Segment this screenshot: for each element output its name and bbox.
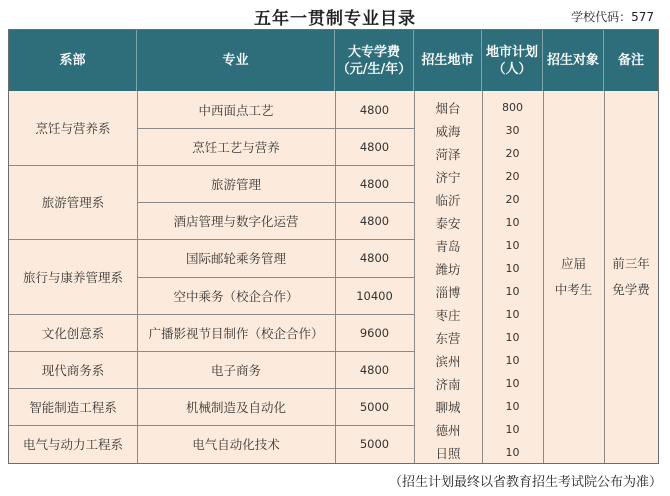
city-label: 烟台 (435, 101, 461, 116)
plan-value: 20 (505, 147, 520, 160)
table-header (9, 30, 658, 91)
city-label: 潍坊 (435, 262, 461, 277)
city-label: 威海 (435, 124, 461, 139)
footnote: （招生计划最终以省教育招生考试院公布为准） (388, 475, 662, 490)
major-cell: 广播影视节目制作（校企合作） (148, 325, 324, 341)
city-label: 聊城 (435, 400, 461, 415)
fee-cell: 5000 (359, 437, 390, 451)
fee-cell: 4800 (359, 176, 390, 191)
fee-cell: 4800 (359, 102, 390, 117)
city-label: 滨州 (435, 354, 461, 369)
header-region: 招生地市 (414, 30, 482, 91)
plan-value: 800 (502, 101, 523, 114)
fee-cell: 4800 (359, 213, 390, 228)
plan-value: 10 (505, 446, 520, 459)
dept-cell: 旅游管理系 (41, 195, 105, 210)
fee-cell: 4800 (359, 139, 390, 154)
city-label: 青岛 (435, 239, 461, 254)
city-label: 临沂 (435, 193, 461, 208)
target-cell: 应届 中考生 (554, 256, 593, 297)
plan-value: 10 (505, 262, 520, 275)
plan-value: 10 (505, 331, 520, 344)
plan-value: 10 (505, 377, 520, 390)
fee-cell: 10400 (356, 288, 393, 303)
major-cell: 旅游管理 (210, 176, 261, 192)
major-cell: 烹饪工艺与营养 (192, 139, 280, 155)
major-cell: 空中乘务（校企合作） (173, 288, 299, 304)
plan-value: 10 (505, 354, 520, 367)
dept-cell: 烹饪与营养系 (35, 121, 111, 136)
plan-value: 20 (505, 170, 520, 183)
dept-cell: 智能制造工程系 (29, 399, 117, 415)
major-cell: 电子商务 (210, 362, 261, 378)
city-label: 菏泽 (435, 147, 461, 162)
header-remark: 备注 (617, 53, 644, 68)
fee-cell: 4800 (359, 251, 390, 265)
major-cell: 机械制造及自动化 (185, 399, 286, 415)
city-label: 东营 (435, 331, 461, 346)
fee-cell: 9600 (359, 325, 390, 340)
page-title: 五年一贯制专业目录 (254, 9, 416, 29)
plan-value: 20 (505, 193, 520, 206)
header-target: 招生对象 (543, 30, 604, 91)
dept-cell: 电气与动力工程系 (22, 437, 123, 452)
major-cell: 酒店管理与数字化运营 (173, 213, 299, 229)
remark-cell: 前三年 免学费 (612, 256, 650, 297)
dept-cell: 现代商务系 (41, 362, 105, 378)
header-major: 专业 (137, 30, 335, 91)
fee-cell: 5000 (359, 399, 390, 414)
city-label: 淄博 (435, 285, 461, 300)
header-plan: 地市计划 （人） (482, 30, 543, 91)
major-cell: 中西面点工艺 (198, 102, 274, 118)
fee-cell: 4800 (359, 362, 390, 377)
plan-value: 10 (505, 285, 520, 298)
school-code: 学校代码：577 (571, 10, 654, 24)
city-label: 济南 (435, 377, 461, 392)
catalog-table (8, 29, 659, 464)
major-cell: 电气自动化技术 (192, 437, 280, 452)
dept-cell: 文化创意系 (41, 325, 105, 341)
header-dept: 系部 (9, 30, 137, 91)
header-fee: 大专学费 （元/生/年） (335, 30, 414, 91)
city-label: 日照 (435, 446, 461, 461)
plan-value: 10 (505, 239, 520, 252)
plan-value: 10 (505, 308, 520, 321)
city-label: 枣庄 (435, 308, 461, 323)
dept-cell: 旅行与康养管理系 (22, 269, 123, 285)
city-label: 德州 (435, 423, 461, 438)
city-label: 济宁 (435, 170, 461, 185)
plan-value: 10 (505, 216, 520, 229)
table-body (9, 91, 658, 463)
major-cell: 国际邮轮乘务管理 (185, 251, 286, 266)
city-label: 泰安 (435, 216, 461, 231)
plan-value: 10 (505, 423, 520, 436)
plan-value: 10 (505, 400, 520, 413)
plan-value: 30 (505, 124, 520, 137)
